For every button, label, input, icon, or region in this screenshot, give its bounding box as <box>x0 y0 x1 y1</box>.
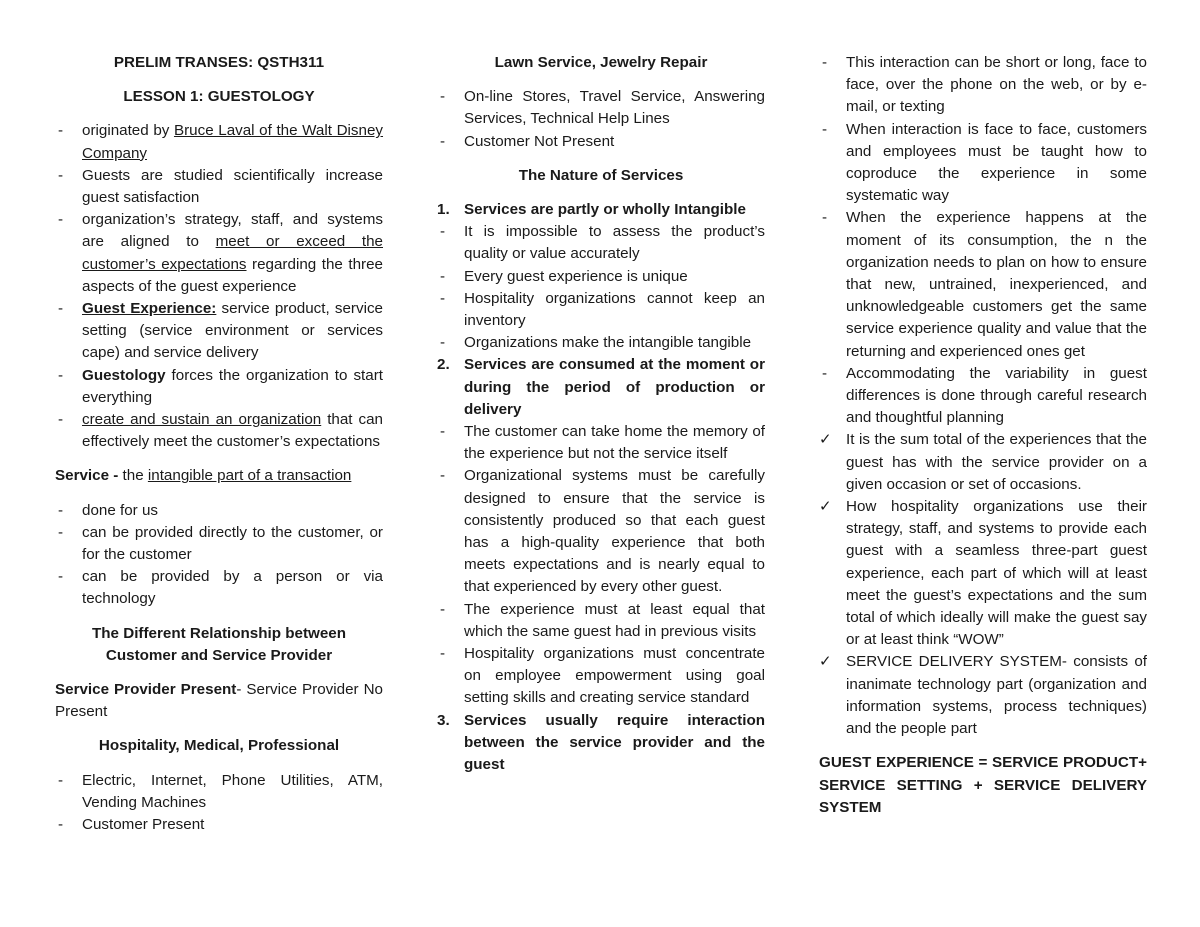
section-1-list <box>437 221 765 354</box>
list-item: - originated by Bruce Laval of the Walt Disney Company <box>55 120 383 164</box>
list-item: - When the experience happens at the moment of its consumption, the n the organization needs to plan on how to ensure that new, untrained, inexperienced, and unknowledgeable customers get the same service experience quality and value that the returning and experienced ones get <box>819 207 1147 362</box>
check-item: ✓ How hospitality organizations use their strategy, staff, and systems to provide each guest with a seamless three-part guest experience, each part of which will at least meet the guest’s expectations and the sum total of which ideally will make the guest say or at least think “WOW” <box>819 498 1147 649</box>
list-item: - The customer can take home the memory of the experience but not the service itself <box>437 421 765 465</box>
section-2-heading: 2. Services are consumed at the moment or during the period of production or delivery <box>437 356 765 418</box>
section-number: 2. <box>437 356 450 374</box>
section-2-list <box>437 421 765 710</box>
online-list <box>437 86 765 153</box>
list-item: - Customer Present <box>55 814 383 836</box>
check-icon: ✓ <box>819 498 832 516</box>
hospitality-heading: Hospitality, Medical, Professional <box>98 737 340 755</box>
bold-term: Guest Experience: <box>82 300 217 318</box>
list-item: - This interaction can be short or long, face to face, over the phone on the web, or by e-mail, or texting <box>819 52 1147 119</box>
check-item: ✓ It is the sum total of the experiences that the guest has with the service provider on a given occasion or set of occasions. <box>819 431 1147 493</box>
list-item: - create and sustain an organization that can effectively meet the customer’s expectations <box>55 409 383 453</box>
list-item: - The experience must at least equal that which the same guest had in previous visits <box>437 599 765 643</box>
checklist <box>819 429 1147 740</box>
list-item: - Guestology forces the organization to start everything <box>55 365 383 409</box>
list-item: - On-line Stores, Travel Service, Answering Services, Technical Help Lines <box>437 86 765 130</box>
guest-experience-formula: GUEST EXPERIENCE = SERVICE PRODUCT+ SERVICE SETTING + SERVICE DELIVERY SYSTEM <box>819 754 1147 816</box>
bold-term: Guestology <box>82 366 166 384</box>
column-1 <box>55 52 383 848</box>
nature-heading: The Nature of Services <box>518 166 684 184</box>
list-item: - Electric, Internet, Phone Utilities, ATM, Vending Machines <box>55 770 383 814</box>
underlined-text: Bruce Laval of the Walt Disney Company <box>82 122 384 162</box>
bold-term: Service <box>55 467 110 485</box>
interaction-list <box>819 52 1147 429</box>
check-item: ✓ SERVICE DELIVERY SYSTEM- consists of inanimate technology part (organization and information systems, process techniques) and the people part <box>819 653 1147 738</box>
list-item: - Guests are studied scientifically increase guest satisfaction <box>55 165 383 209</box>
bold-term: Service Provider Present <box>55 681 237 699</box>
relationship-heading: The Different Relationship between Customer and Service Provider <box>92 624 346 664</box>
section-number: 3. <box>437 711 450 729</box>
section-3-heading: 3. Services usually require interaction between the service provider and the guest <box>437 711 765 774</box>
provider-text: Service Provider Present- Service Provider No Present <box>55 681 383 721</box>
check-icon: ✓ <box>819 653 832 671</box>
list-item: - Organizations make the intangible tangible <box>437 332 765 354</box>
list-item: - It is impossible to assess the product’s quality or value accurately <box>437 221 765 265</box>
list-item: - organization’s strategy, staff, and systems are aligned to meet or exceed the customer’s expectations regarding the three aspects of the guest experience <box>55 209 383 298</box>
section-1-heading: 1. Services are partly or wholly Intangible <box>437 199 765 221</box>
lawn-heading: Lawn Service, Jewelry Repair <box>494 54 708 71</box>
underlined-text: intangible part of a transaction <box>147 467 352 485</box>
list-item: - Every guest experience is unique <box>437 266 765 288</box>
list-item: - Guest Experience: service product, service setting (service environment or services cape) and service delivery <box>55 298 383 365</box>
list-item: - Organizational systems must be carefully designed to ensure that the service is consistently produced so that each guest has a high-quality experience that both meets expectations and is nearly equal to that experienced by every other guest. <box>437 465 765 598</box>
list-item: - can be provided by a person or via technology <box>55 566 383 610</box>
underlined-text: create and sustain an organization <box>82 411 322 429</box>
underlined-text: meet or exceed the customer’s expectations <box>82 233 383 273</box>
column-3 <box>819 52 1147 819</box>
check-icon: ✓ <box>819 431 832 449</box>
guestology-list <box>55 120 383 453</box>
service-definition: Service - the intangible part of a transaction <box>55 467 352 485</box>
list-item: - Customer Not Present <box>437 131 765 153</box>
list-item: - Accommodating the variability in guest differences is done through careful research and thoughtful planning <box>819 363 1147 430</box>
section-number: 1. <box>437 201 450 219</box>
list-item: - done for us <box>55 500 383 522</box>
list-item: - When interaction is face to face, customers and employees must be taught how to coproduce the experience in some systematic way <box>819 119 1147 208</box>
service-list <box>55 500 383 611</box>
list-item: - Hospitality organizations cannot keep an inventory <box>437 288 765 332</box>
utility-list <box>55 770 383 837</box>
list-item: - Hospitality organizations must concentrate on employee empowerment using goal setting skills and creating service standard <box>437 643 765 710</box>
document-title: PRELIM TRANSES: QSTH311 <box>113 54 325 71</box>
list-item: - can be provided directly to the customer, or for the customer <box>55 522 383 566</box>
lesson-heading: LESSON 1: GUESTOLOGY <box>123 88 315 106</box>
column-2 <box>437 52 765 776</box>
